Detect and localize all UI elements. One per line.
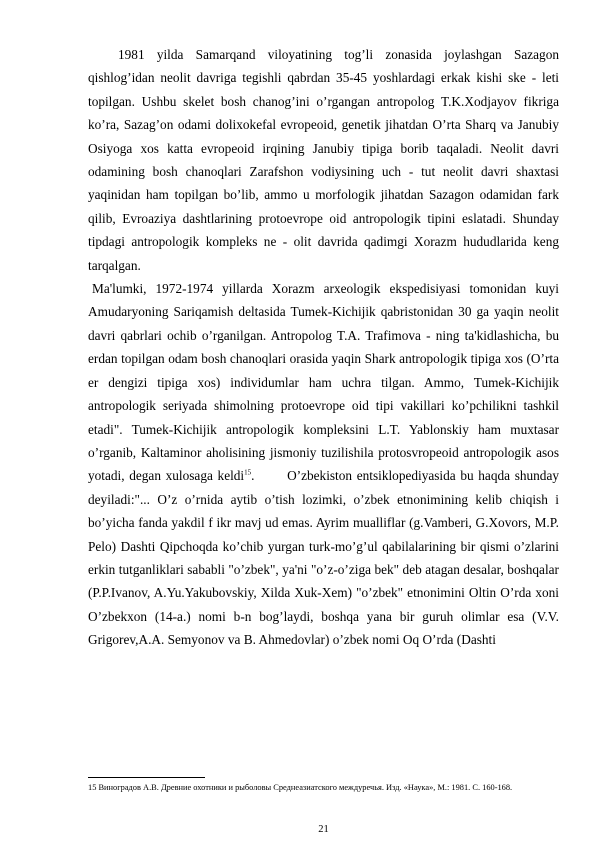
footnote-reference[interactable]: 15 <box>244 468 252 477</box>
footnote-divider <box>88 777 205 778</box>
paragraph-tumek-kichijik: Ma'lumki, 1972-1974 yillarda Xorazm arxeologik ekspedisiyasi tomonidan kuyi Amudaryoning Sariqamish deltasida Tumek-Kichijik qabristonidan 30 ga yaqin neolit davri qabrlari ochib o’rganilgan. Antropolog T.A. Trafimova - ning ta'kidlashicha, bu erdan topilgan odam bosh chanoqlari orasida yaqin Shark antropologik tipiga xos (O’rta er dengizi tipiga xos) individumlar ham uchra tilgan. Ammo, Tumek-Kichijik antropologik seriyada shimolning protoevrope oid tipi vakillari ko’pchilikni tashkil etadi". Tumek-Kichijik antropologik kompleksini L.T. Yablonskiy ham muxtasar o’rganib, Kaltaminor aholisining jismoniy tuzilishila protosvropeoid antropologik asos yotadi, degan xulosaga keldi$^{15}$. O’zbekiston entsiklopediyasida bu haqda shunday deyiladi:"... O’z o’rnida aytib o’tish lozimki, o’zbek etnonimining kelib chiqish i bo’yicha fanda yakdil f ikr mavj ud emas. Ayrim mualliflar (g.Vamberi, G.Xovors, M.P. Pelo) Dashti Qipchoqda ko’chib yurgan turk-mo’g’ul qabilalarining bir qismi o’zlarini erkin tutganliklari sababli "o’zbek", ya'ni "o’z-o’ziga bek" deb atagan desalar, boshqalar (P.P.Ivanov, A.Yu.Yakubovskiy, Xilda Xuk-Xem) "o’zbek" etnonimini Oltin O’rda xoni O’zbekxon (14-a.) nomi b-n bog’laydi, boshqa yana bir guruh olimlar esa (V.V. Grigorev,A.A. Semyonov va B. Ahmedovlar) o’zbek nomi Oq O’rda (Dashti <box>88 281 560 648</box>
paragraph-tumek-kichijik-text: Ma'lumki, 1972-1974 yillarda Xorazm arxeologik ekspedisiyasi tomonidan kuyi Amudaryoning Sariqamish deltasida Tumek-Kichijik qabristonidan 30 ga yaqin neolit davri qabrlari ochib o’rganilgan. Antropolog T.A. Trafimova - ning ta'kidlashicha, bu erdan topilgan odam bosh chanoqlari orasida yaqin Shark antropologik tipiga xos (O’rta er dengizi tipiga xos) individumlar ham uchra tilgan. Ammo, Tumek-Kichijik antropologik seriyada shimolning protoevrope oid tipi vakillari ko’pchilikni tashkil etadi". Tumek-Kichijik antropologik kompleksini L.T. Yablonskiy ham muxtasar o’rganib, Kaltaminor aholisining jismoniy tuzilishila protosvropeoid antropologik asos yotadi, degan xulosaga keldi <box>88 281 559 484</box>
paragraph-tumek-kichijik-tail: O’zbekiston entsiklopediyasida bu haqda shunday deyiladi:"... O’z o’rnida aytib o’tish lozimki, o’zbek etnonimining kelib chiqish i bo’yicha fanda yakdil f ikr mavj ud emas. Ayrim mualliflar (g.Vamberi, G.Xovors, M.P. Pelo) Dashti Qipchoqda ko’chib yurgan turk-mo’g’ul qabilalarining bir qismi o’zlarini erkin tutganliklari sababli "o’zbek", ya'ni "o’z-o’ziga bek" deb atagan desalar, boshqalar (P.P.Ivanov, A.Yu.Yakubovskiy, Xilda Xuk-Xem) "o’zbek" etnonimini Oltin O’rda xoni O’zbekxon (14-a.) nomi b-n bog’laydi, boshqa yana bir guruh olimlar esa (V.V. Grigorev,A.A. Semyonov va B. Ahmedovlar) o’zbek nomi Oq O’rda (Dashti <box>88 468 560 648</box>
footnote-text: 15 Виноградов А.В. Древние охотники и рыболовы Среднеазиатского междуречья. Изд. «Наука», М.: 1981. С. 160-168. <box>88 783 513 792</box>
paragraph-sazagon: 1981 yilda Samarqand viloyatining tog’li zonasida joylashgan Sazagon qishlog’idan neolit davriga tegishli qabrdan 35-45 yoshlardagi erkak kishi ske - leti topilgan. Ushbu skelet bosh chanog’ini o’rgangan antropolog T.K.Xodjayov fikriga ko’ra, Sazag’on odami dolixokefal evropeoid, genetik jihatdan O’rta Sharq va Janubiy Osiyoga xos katta evropeoid irqining Janubiy tipiga borib taqaladi. Neolit davri odamining bosh chanoqlari Zarafshon vodiysining uch - tut neolit davri shaxtasi yaqinidan ham topilgan bo’lib, ammo u morfologik jihatdan Sazagon odamidan fark qilib, Evroaziya dashtlarining protoevrope oid antropologik tipini eslatadi. Shunday tipdagi antropologik kompleks ne - olit davrida qadimgi Xorazm hududlarida keng tarqalgan. <box>88 47 559 273</box>
page-number: 21 <box>318 824 329 835</box>
body-text <box>88 43 559 652</box>
